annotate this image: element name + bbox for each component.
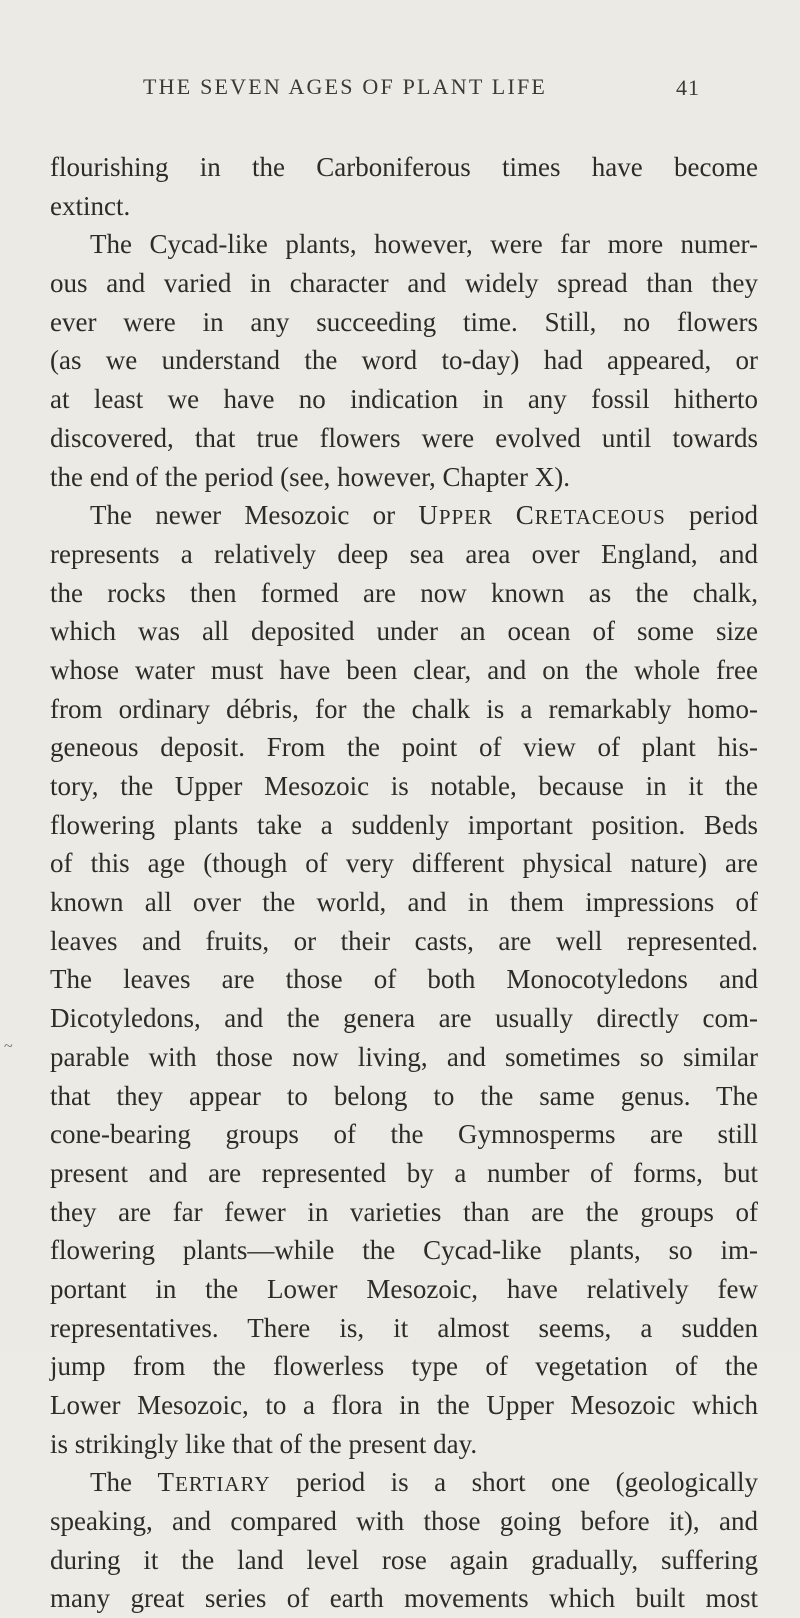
text-line: flowering plants—while the Cycad-like plants, so im- (50, 1235, 758, 1266)
text-line: from ordinary débris, for the chalk is a remarkably homo- (50, 693, 758, 724)
paragraph-start: The newer Mesozoic or UPPER CRETACEOUS period (90, 500, 758, 531)
text-line: present and are represented by a number of forms, but (50, 1157, 758, 1188)
running-head (143, 74, 700, 100)
text-line: jump from the flowerless type of vegetation of the (50, 1351, 758, 1382)
text-line: ever were in any succeeding time. Still, no flowers (50, 306, 758, 337)
text-line: extinct. (50, 190, 131, 221)
text-line: flourishing in the Carboniferous times have become (50, 152, 758, 182)
text-line: discovered, that true flowers were evolved until towards (50, 422, 758, 453)
text-line: geneous deposit. From the point of view of plant his- (50, 732, 758, 763)
text-line: the end of the period (see, however, Chapter X). (50, 461, 570, 492)
small-caps-term: UPPER CRETACEOUS (418, 500, 666, 531)
text-line: tory, the Upper Mesozoic is notable, because in it the (50, 771, 758, 801)
text-line: during it the land level rose again gradually, suffering (50, 1544, 758, 1575)
text-line: which was all deposited under an ocean of some size (50, 616, 758, 647)
text-line: of this age (though of very different physical nature) are (50, 848, 758, 879)
text-line: Lower Mesozoic, to a flora in the Upper Mesozoic which (50, 1390, 758, 1420)
text-line: portant in the Lower Mesozoic, have relatively few (50, 1273, 758, 1304)
text-line: known all over the world, and in them impressions of (50, 887, 758, 918)
text-line: (as we understand the word to-day) had appeared, or (50, 345, 758, 376)
text-line: the rocks then formed are now known as the chalk, (50, 577, 758, 608)
text-line: cone-bearing groups of the Gymnosperms are still (50, 1119, 758, 1150)
text-line: The leaves are those of both Monocotyledons and (50, 964, 758, 995)
paragraph-start: The Cycad-like plants, however, were far more numer- (90, 229, 758, 260)
small-caps-term: TERTIARY (157, 1467, 271, 1498)
text-line: flowering plants take a suddenly important position. Beds (50, 809, 758, 840)
text-line: whose water must have been clear, and on the whole free (50, 654, 758, 685)
text-line: is strikingly like that of the present day. (50, 1428, 478, 1459)
body-text (50, 148, 758, 1618)
text-line: parable with those now living, and sometimes so similar (50, 1041, 758, 1072)
text-line: that they appear to belong to the same genus. The (50, 1080, 758, 1111)
text-line: Dicotyledons, and the genera are usually directly com- (50, 1003, 758, 1034)
text-line: ous and varied in character and widely spread than they (50, 268, 758, 299)
text-line: represents a relatively deep sea area over England, and (50, 538, 758, 569)
paragraph-start: The TERTIARY period is a short one (geologically (90, 1467, 759, 1498)
margin-mark: ~ (4, 1038, 13, 1055)
text-line: leaves and fruits, or their casts, are well represented. (50, 925, 758, 956)
text-line: at least we have no indication in any fossil hitherto (50, 384, 758, 415)
text-line: many great series of earth movements which built most (50, 1583, 758, 1614)
page-number: 41 (676, 75, 700, 100)
running-head-title: THE SEVEN AGES OF PLANT LIFE (143, 74, 548, 99)
text-line: representatives. There is, it almost seems, a sudden (50, 1312, 758, 1343)
text-line: speaking, and compared with those going before it), and (50, 1506, 758, 1537)
text-line: they are far fewer in varieties than are the groups of (50, 1196, 758, 1227)
